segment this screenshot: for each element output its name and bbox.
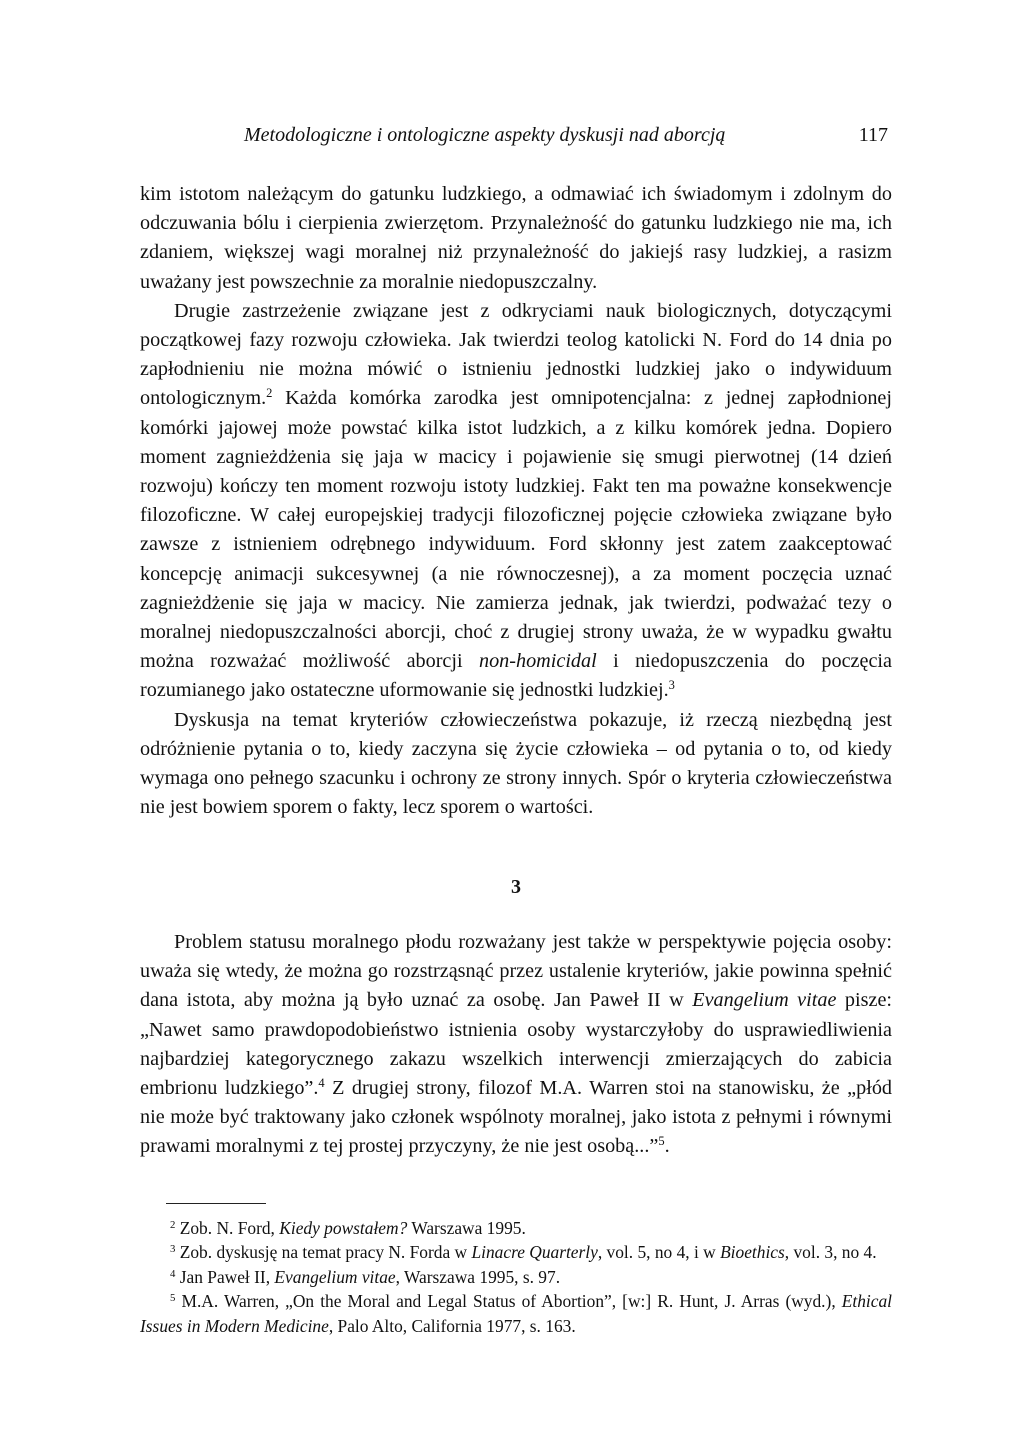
footnotes	[140, 1216, 892, 1338]
footnote-text: Jan Paweł II,	[175, 1266, 275, 1287]
footnote-ref-4[interactable]: 4	[318, 1076, 325, 1091]
paragraph-2	[140, 297, 892, 706]
footnote-number: 2	[170, 1219, 176, 1232]
footnote-text: , vol. 5, no 4, i w	[597, 1242, 721, 1263]
paragraph-2-text-b: Każda komórka zarodka jest omnipotencjalna: z jednej zapłodnionej komórki jajowej może powstać kilka istot ludzkich, a z kilku komórek jedna. Dopiero moment zagnieżdżenia się jaja w macicy i pojawienie się smugi pierwotnej (14 dzień rozwoju) kończy ten moment rozwoju istoty ludzkiej. Fakt ten ma poważne konsekwencje filozoficzne. W całej europejskiej tradycji filozoficznej pojęcie człowieka związane było zawsze z istnieniem odrębnego indywiduum. Ford skłonny jest zatem zaakceptować koncepcję animacji sukcesywnej (a nie równoczesnej), a za moment poczęcia uznać zagnieżdżenie się jaja w macicy. Nie zamierza jednak, jak twierdzi, podważać tezy o moralnej niedopuszczalności aborcji, choć z drugiej strony uważa, że w wypadku gwałtu można rozważać możliwość aborcji	[140, 387, 892, 673]
footnote-ref-2[interactable]: 2	[266, 386, 273, 401]
footnote-number: 3	[170, 1243, 176, 1256]
paragraph-1: kim istotom należącym do gatunku ludzkiego, a odmawiać ich świadomym i zdolnym do odczuwania bólu i cierpienia zwierzętom. Przynależność do gatunku ludzkiego nie ma, ich zdaniem, większej wagi moralnej niż przynależność do jakiejś rasy ludzkiej, a rasizm uważany jest powszechnie za moralnie niedopuszczalny.	[140, 183, 892, 293]
footnote-divider	[166, 1203, 266, 1204]
paragraph-3: Dyskusja na temat kryteriów człowieczeństwa pokazuje, iż rzeczą niezbędną jest odróżnienie pytania o to, kiedy zaczyna się życie człowieka – od pytania o to, od kiedy wymaga ono pełnego szacunku i ochrony ze strony innych. Spór o kryteria człowieczeństwa nie jest bowiem sporem o fakty, lecz sporem o wartości.	[140, 708, 892, 819]
section-3-text	[140, 928, 892, 1162]
footnote-text: , vol. 3, no 4.	[784, 1242, 877, 1263]
footnote-text: Zob. dyskusję na temat pracy N. Forda w	[175, 1242, 472, 1263]
page-number: 117	[858, 124, 888, 146]
footnote-italic: Kiedy powstałem?	[279, 1218, 408, 1238]
paragraph-4-text-c: Z drugiej strony, filozof M.A. Warren stoi na stanowisku, że „płód nie może być traktowany jako członek wspólnoty moralnej, jako istota z pełnymi i równymi prawami moralnymi z tej prostej przyczyny, że nie jest osobą...”	[140, 1077, 893, 1158]
footnote-4	[140, 1265, 892, 1289]
footnote-italic: Linacre Quarterly	[471, 1242, 598, 1263]
main-text	[140, 180, 892, 822]
section-heading: 3	[511, 876, 521, 898]
footnote-italic: Bioethics	[720, 1242, 785, 1263]
footnote-2	[140, 1216, 892, 1240]
paragraph-4-text-b: pisze: „Nawet samo prawdopodobieństwo istnienia osoby wystarczyłoby do usprawiedliwienia najbardziej kategorycznego zakazu wszelkich interwencji zmierzających do zabicia embrionu ludzkiego”.	[140, 989, 893, 1100]
paragraph-2-text-a: Drugie zastrzeżenie związane jest z odkryciami nauk biologicznych, dotyczącymi początkowej fazy rozwoju człowieka. Jak twierdzi teolog katolicki N. Ford do 14 dnia po zapłodnieniu nie można mówić o istnieniu jednostki ludzkiej jako o indywiduum ontologicznym.	[140, 299, 892, 410]
footnote-text: M.A. Warren, „On the Moral and Legal Status of Abortion”, [w:] R. Hunt, J. Arras (wyd.),	[175, 1291, 842, 1312]
footnote-3	[140, 1240, 892, 1264]
paragraph-4-text-a: Problem statusu moralnego płodu rozważany jest także w perspektywie pojęcia osoby: uważa się wtedy, że można go rozstrząsnąć przez ustalenie kryteriów, jakie powinna spełnić dana istota, aby można ją było uznać za osobę. Jan Paweł II w	[140, 931, 892, 1012]
footnote-text: , Palo Alto, California 1977, s. 163.	[328, 1315, 576, 1336]
footnote-number: 5	[170, 1292, 176, 1305]
footnote-text: , Warszawa 1995, s. 97.	[395, 1266, 561, 1287]
paragraph-2-text-c: i niedopuszczenia do poczęcia rozumianego jako ostateczne uformowanie się jednostki ludzkiej.	[140, 650, 892, 702]
paragraph-4	[140, 928, 892, 1162]
footnote-text: Zob. N. Ford,	[175, 1218, 280, 1238]
paragraph-4-text-d: .	[664, 1135, 670, 1158]
running-title: Metodologiczne i ontologiczne aspekty dyskusji nad aborcją	[244, 124, 726, 146]
footnote-italic: Ethical Issues in Modern Medicine	[140, 1291, 892, 1336]
footnote-ref-3[interactable]: 3	[668, 678, 675, 693]
paragraph-2-italic: non-homicidal	[478, 650, 597, 673]
paragraph-4-italic: Evangelium vitae	[692, 989, 837, 1012]
footnote-5	[140, 1289, 892, 1338]
running-header	[140, 124, 892, 154]
footnote-ref-5[interactable]: 5	[658, 1134, 665, 1149]
footnote-number: 4	[170, 1267, 176, 1280]
footnote-italic: Evangelium vitae	[274, 1266, 396, 1287]
footnote-text: Warszawa 1995.	[407, 1218, 526, 1238]
